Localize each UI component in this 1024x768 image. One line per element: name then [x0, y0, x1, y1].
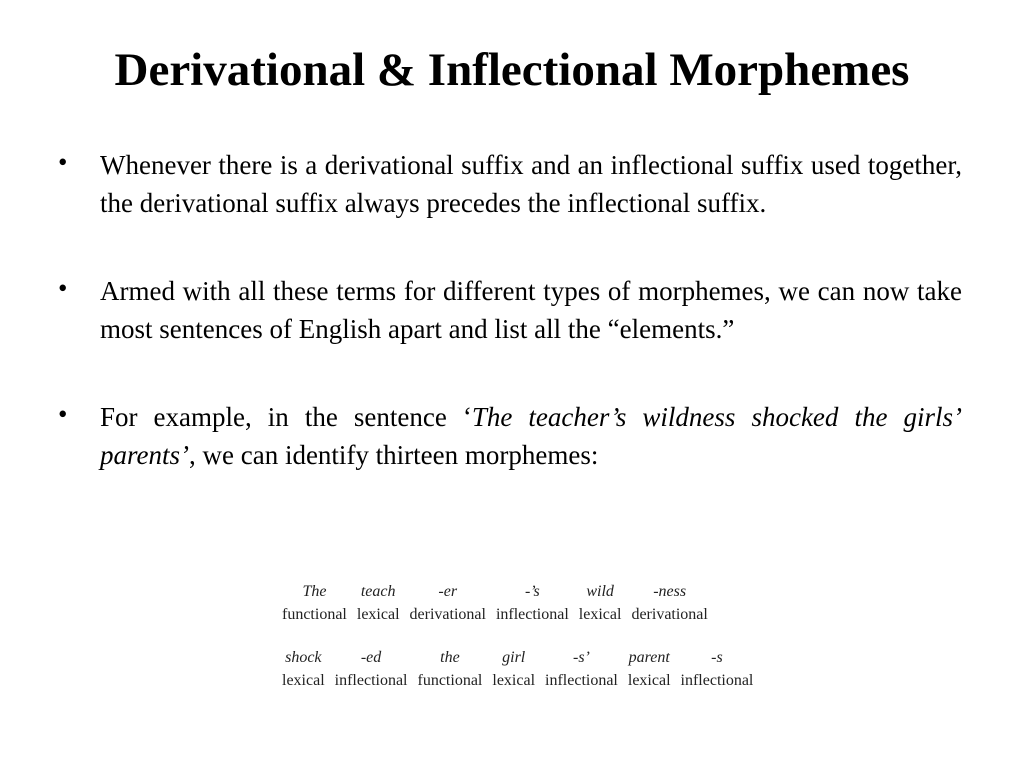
- bullet-dot-icon: •: [58, 273, 68, 303]
- bullet-text: Armed with all these terms for different types of morphemes, we can now take most sentences of English apart and list all the “elements.”: [100, 276, 962, 344]
- morpheme-type: lexical: [492, 672, 536, 689]
- morpheme-type: lexical: [356, 606, 400, 623]
- bullet-text-pre: For example, in the sentence ‘: [100, 402, 472, 432]
- morpheme-form: -’s: [524, 583, 540, 600]
- morpheme-cell: [545, 646, 618, 692]
- morpheme-form: -ed: [360, 649, 382, 666]
- morpheme-form: -s’: [573, 649, 590, 666]
- bullet-text: [100, 398, 962, 474]
- morpheme-type: inflectional: [334, 672, 408, 689]
- morpheme-type: derivational: [409, 606, 486, 623]
- morpheme-type: functional: [417, 672, 483, 689]
- bullet-item: [58, 272, 962, 348]
- morpheme-cell: [579, 580, 622, 626]
- slide-title: Derivational & Inflectional Morphemes: [114, 44, 910, 96]
- morpheme-form: -er: [438, 583, 458, 600]
- morpheme-cell: [492, 646, 535, 692]
- morpheme-cell: [418, 646, 483, 692]
- morpheme-cell: [628, 646, 671, 692]
- morpheme-row-2: [282, 646, 752, 692]
- morpheme-form: shock: [285, 649, 322, 666]
- morpheme-row-1: [282, 580, 752, 626]
- morpheme-type: inflectional: [680, 672, 754, 689]
- bullet-dot-icon: •: [58, 399, 68, 429]
- morpheme-type: functional: [282, 606, 347, 623]
- morpheme-cell: [357, 580, 400, 626]
- bullet-dot-icon: •: [58, 147, 68, 177]
- bullet-list: [58, 146, 962, 524]
- bullet-text-post: , we can identify thirteen morphemes:: [189, 440, 599, 470]
- morpheme-type: lexical: [578, 606, 622, 623]
- morpheme-cell: [335, 646, 408, 692]
- morpheme-form: parent: [628, 649, 670, 666]
- morpheme-type: inflectional: [495, 606, 569, 623]
- morpheme-breakdown-figure: [282, 580, 752, 712]
- morpheme-form: teach: [360, 583, 396, 600]
- morpheme-type: derivational: [631, 606, 708, 623]
- morpheme-form: the: [440, 649, 460, 666]
- morpheme-form: -ness: [653, 583, 687, 600]
- morpheme-form: -s: [711, 649, 723, 666]
- bullet-item: [58, 398, 962, 474]
- bullet-item: [58, 146, 962, 222]
- morpheme-cell: [631, 580, 707, 626]
- morpheme-cell: [681, 646, 754, 692]
- morpheme-cell: [282, 646, 325, 692]
- bullet-text: Whenever there is a derivational suffix and an inflectional suffix used together, the derivational suffix always precedes the inflectional suffix.: [100, 150, 962, 218]
- morpheme-type: inflectional: [545, 672, 618, 689]
- morpheme-form: girl: [502, 649, 526, 666]
- morpheme-form: The: [302, 583, 327, 600]
- morpheme-type: lexical: [627, 672, 671, 689]
- morpheme-cell: [496, 580, 569, 626]
- example-sentence: The teacher’s wildness shocked the girls’ parents’: [100, 402, 962, 470]
- morpheme-cell: [282, 580, 347, 626]
- morpheme-cell: [410, 580, 486, 626]
- morpheme-form: wild: [586, 583, 614, 600]
- morpheme-type: lexical: [282, 672, 325, 689]
